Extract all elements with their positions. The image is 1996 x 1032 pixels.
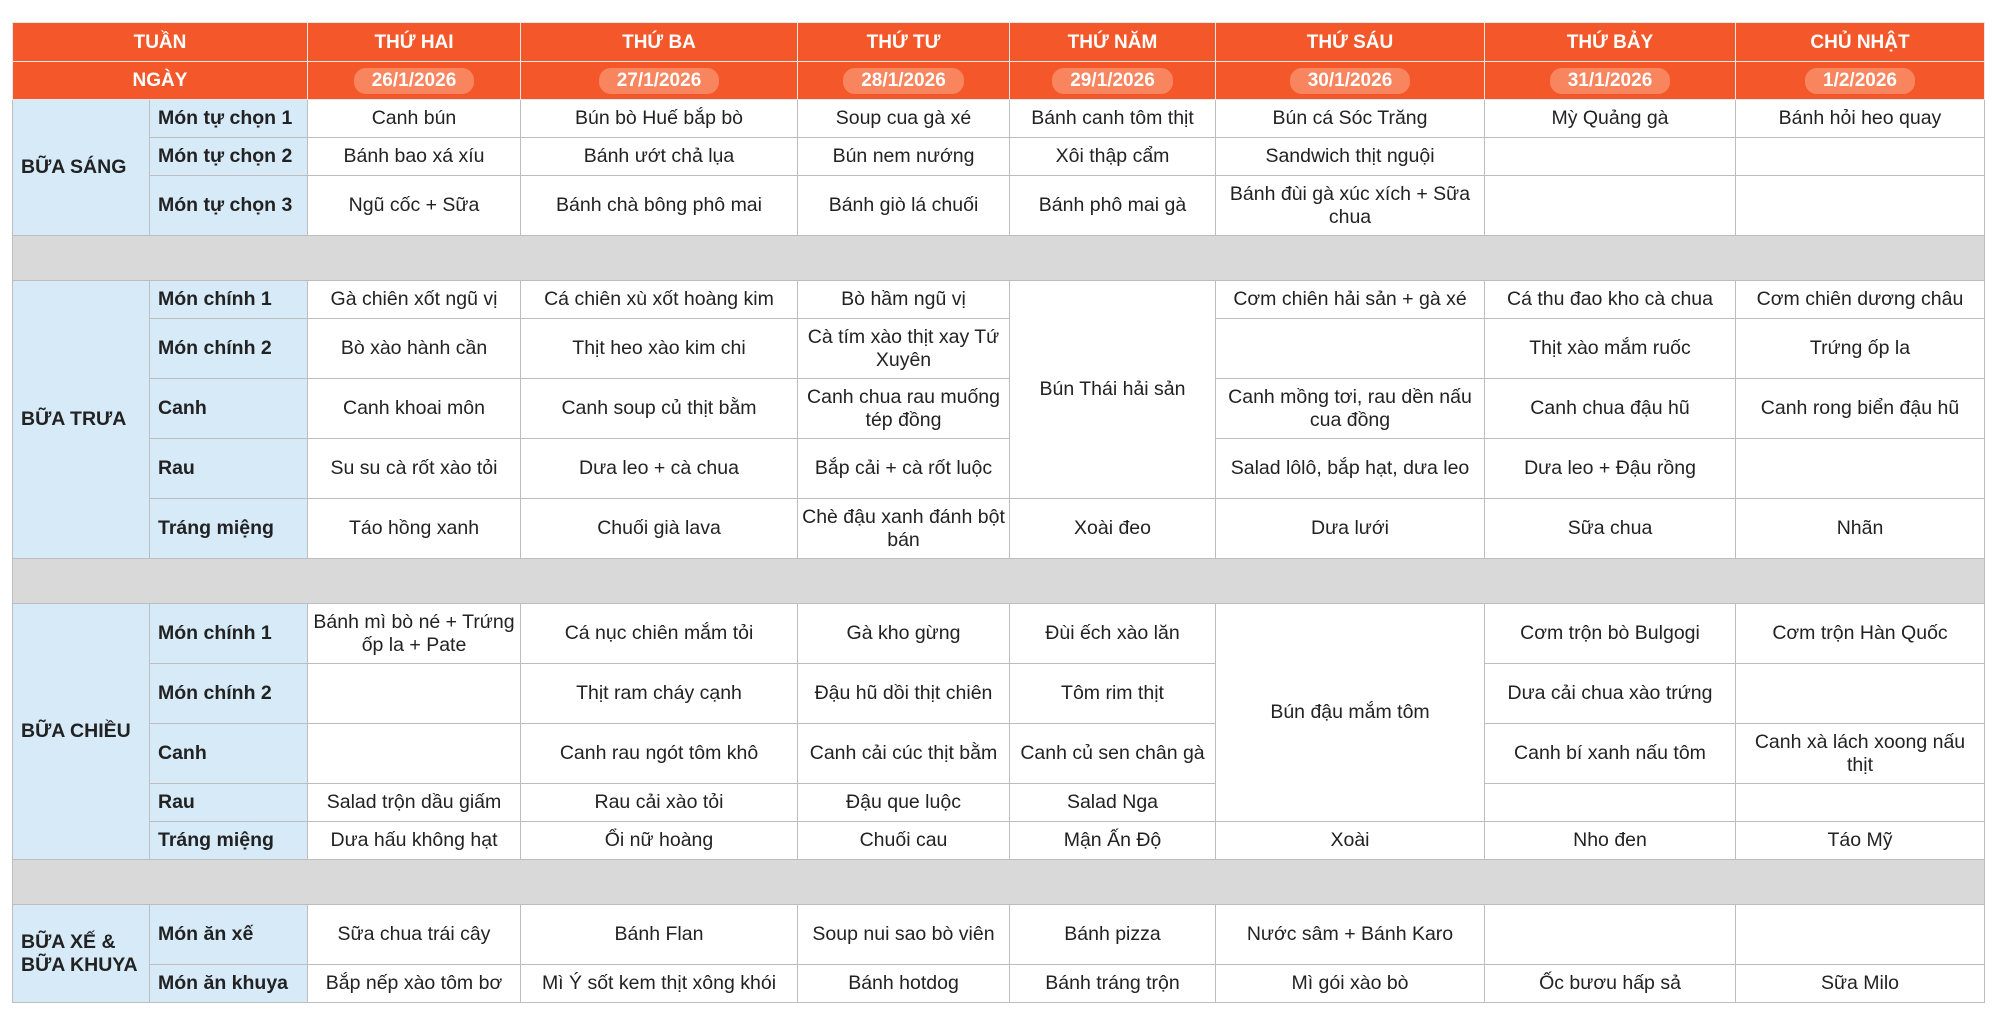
menu-cell-merged: Bún đậu mắm tôm [1216,604,1485,822]
dish-label: Rau [150,439,308,499]
day-header: THỨ HAI [308,23,521,62]
menu-cell [1485,138,1736,176]
menu-cell: Bắp nếp xào tôm bơ [308,965,521,1003]
dish-label: Món chính 2 [150,664,308,724]
menu-cell: Mì Ý sốt kem thịt xông khói [521,965,798,1003]
menu-cell: Dưa cải chua xào trứng [1485,664,1736,724]
menu-cell: Chuối cau [798,822,1010,860]
meal-label-snack [13,905,150,1003]
menu-cell: Gà kho gừng [798,604,1010,664]
menu-cell: Salad lôlô, bắp hạt, dưa leo [1216,439,1485,499]
menu-cell: Mì gói xào bò [1216,965,1485,1003]
menu-cell: Cơm chiên dương châu [1736,281,1985,319]
dinner-row [13,724,1985,784]
dinner-row [13,784,1985,822]
menu-cell: Soup nui sao bò viên [798,905,1010,965]
menu-cell: Bánh đùi gà xúc xích + Sữa chua [1216,176,1485,236]
menu-cell: Xoài đeo [1010,499,1216,559]
menu-cell: Nho đen [1485,822,1736,860]
day-header: THỨ NĂM [1010,23,1216,62]
dish-label: Món ăn khuya [150,965,308,1003]
menu-cell: Bánh Flan [521,905,798,965]
date-pill: 31/1/2026 [1550,68,1671,94]
menu-cell: Mỳ Quảng gà [1485,100,1736,138]
menu-cell: Tôm rim thịt [1010,664,1216,724]
menu-cell: Chuối già lava [521,499,798,559]
dish-label: Món chính 1 [150,604,308,664]
day-header: THỨ SÁU [1216,23,1485,62]
dinner-row [13,664,1985,724]
dish-label: Món chính 2 [150,319,308,379]
menu-cell: Ốc bươu hấp sả [1485,965,1736,1003]
date-pill: 30/1/2026 [1290,68,1411,94]
menu-cell: Salad Nga [1010,784,1216,822]
date-pill: 27/1/2026 [599,68,720,94]
meal-label-snack-line1: BỮA XẾ & [21,930,116,953]
header-row-days [13,23,1985,62]
menu-cell: Bánh hỏi heo quay [1736,100,1985,138]
dish-label: Món chính 1 [150,281,308,319]
menu-cell: Cơm trộn Hàn Quốc [1736,604,1985,664]
menu-cell: Bánh canh tôm thịt [1010,100,1216,138]
lunch-row [13,379,1985,439]
menu-cell: Bánh chà bông phô mai [521,176,798,236]
menu-cell: Sữa chua [1485,499,1736,559]
dish-label: Tráng miệng [150,822,308,860]
menu-cell: Bánh tráng trộn [1010,965,1216,1003]
menu-cell: Cơm trộn bò Bulgogi [1485,604,1736,664]
meal-label-dinner: BỮA CHIỀU [13,604,150,860]
menu-cell: Cá nục chiên mắm tỏi [521,604,798,664]
week-label: TUẦN [13,23,308,62]
dinner-row [13,604,1985,664]
menu-cell: Nhãn [1736,499,1985,559]
dish-label: Món tự chọn 2 [150,138,308,176]
menu-cell: Thịt xào mắm ruốc [1485,319,1736,379]
menu-cell: Táo hồng xanh [308,499,521,559]
date-cell [798,62,1010,100]
menu-cell: Chè đậu xanh đánh bột bán [798,499,1010,559]
menu-cell: Bánh phô mai gà [1010,176,1216,236]
menu-cell [1736,784,1985,822]
menu-cell: Sữa chua trái cây [308,905,521,965]
menu-cell-merged: Bún Thái hải sản [1010,281,1216,499]
menu-cell: Canh bún [308,100,521,138]
section-divider [13,236,1985,281]
menu-cell: Xôi thập cẩm [1010,138,1216,176]
date-cell [521,62,798,100]
date-label: NGÀY [13,62,308,100]
menu-cell: Canh cải cúc thịt bằm [798,724,1010,784]
date-cell [308,62,521,100]
menu-cell: Thịt ram cháy cạnh [521,664,798,724]
menu-cell [308,724,521,784]
date-cell [1010,62,1216,100]
day-header: THỨ TƯ [798,23,1010,62]
menu-cell: Đùi ếch xào lăn [1010,604,1216,664]
lunch-row [13,319,1985,379]
lunch-row [13,439,1985,499]
date-pill: 26/1/2026 [354,68,475,94]
menu-cell [1485,784,1736,822]
breakfast-row [13,176,1985,236]
date-cell [1485,62,1736,100]
menu-cell: Canh khoai môn [308,379,521,439]
menu-cell: Canh rong biển đậu hũ [1736,379,1985,439]
meal-label-breakfast: BỮA SÁNG [13,100,150,236]
menu-cell [1485,176,1736,236]
date-pill: 28/1/2026 [843,68,964,94]
menu-cell: Đậu que luộc [798,784,1010,822]
meal-label-lunch: BỮA TRƯA [13,281,150,559]
header-row-dates [13,62,1985,100]
day-header: CHỦ NHẬT [1736,23,1985,62]
menu-cell: Bắp cải + cà rốt luộc [798,439,1010,499]
lunch-row [13,499,1985,559]
dinner-row [13,822,1985,860]
menu-cell: Canh xà lách xoong nấu thịt [1736,724,1985,784]
menu-cell: Sữa Milo [1736,965,1985,1003]
menu-cell: Canh bí xanh nấu tôm [1485,724,1736,784]
menu-cell: Dưa lưới [1216,499,1485,559]
menu-cell: Ổi nữ hoàng [521,822,798,860]
lunch-row [13,281,1985,319]
menu-cell: Soup cua gà xé [798,100,1010,138]
date-pill: 29/1/2026 [1052,68,1173,94]
menu-cell: Bún cá Sóc Trăng [1216,100,1485,138]
menu-cell: Bún bò Huế bắp bò [521,100,798,138]
menu-cell: Bò xào hành cần [308,319,521,379]
menu-cell: Mận Ấn Độ [1010,822,1216,860]
menu-cell: Cá thu đao kho cà chua [1485,281,1736,319]
menu-cell: Đậu hũ dồi thịt chiên [798,664,1010,724]
menu-cell: Xoài [1216,822,1485,860]
menu-cell [1736,138,1985,176]
menu-cell: Su su cà rốt xào tỏi [308,439,521,499]
menu-cell [1736,439,1985,499]
section-divider [13,860,1985,905]
menu-cell: Gà chiên xốt ngũ vị [308,281,521,319]
date-cell [1736,62,1985,100]
dish-label: Canh [150,379,308,439]
menu-cell [308,664,521,724]
menu-cell: Canh soup củ thịt bằm [521,379,798,439]
dish-label: Món tự chọn 1 [150,100,308,138]
menu-cell: Bún nem nướng [798,138,1010,176]
meal-menu [12,22,1984,1003]
menu-cell [1736,905,1985,965]
menu-cell: Cà tím xào thịt xay Tứ Xuyên [798,319,1010,379]
menu-cell: Bánh bao xá xíu [308,138,521,176]
snack-row [13,905,1985,965]
menu-cell: Bánh ướt chả lụa [521,138,798,176]
menu-cell: Rau cải xào tỏi [521,784,798,822]
menu-cell: Salad trộn dầu giấm [308,784,521,822]
menu-cell: Canh củ sen chân gà [1010,724,1216,784]
menu-cell: Sandwich thịt nguội [1216,138,1485,176]
menu-cell: Trứng ốp la [1736,319,1985,379]
weekly-menu-table [12,22,1985,1003]
menu-cell: Ngũ cốc + Sữa [308,176,521,236]
menu-cell: Canh rau ngót tôm khô [521,724,798,784]
menu-cell: Canh mồng tơi, rau dền nấu cua đồng [1216,379,1485,439]
dish-label: Món tự chọn 3 [150,176,308,236]
menu-cell: Bánh pizza [1010,905,1216,965]
date-cell [1216,62,1485,100]
menu-cell: Táo Mỹ [1736,822,1985,860]
menu-cell: Cá chiên xù xốt hoàng kim [521,281,798,319]
menu-cell: Bánh mì bò né + Trứng ốp la + Pate [308,604,521,664]
snack-row [13,965,1985,1003]
menu-cell: Bò hầm ngũ vị [798,281,1010,319]
menu-cell: Cơm chiên hải sản + gà xé [1216,281,1485,319]
dish-label: Tráng miệng [150,499,308,559]
divider-cell [13,236,1985,281]
breakfast-row [13,100,1985,138]
breakfast-row [13,138,1985,176]
meal-label-snack-line2: BỮA KHUYA [21,953,138,976]
menu-cell: Bánh hotdog [798,965,1010,1003]
menu-cell [1485,905,1736,965]
menu-cell: Canh chua đậu hũ [1485,379,1736,439]
menu-cell: Dưa leo + cà chua [521,439,798,499]
menu-cell [1736,176,1985,236]
menu-cell: Bánh giò lá chuối [798,176,1010,236]
menu-cell [1736,664,1985,724]
day-header: THỨ BA [521,23,798,62]
menu-cell [1216,319,1485,379]
menu-cell: Dưa leo + Đậu rồng [1485,439,1736,499]
section-divider [13,559,1985,604]
menu-cell: Thịt heo xào kim chi [521,319,798,379]
dish-label: Canh [150,724,308,784]
dish-label: Món ăn xế [150,905,308,965]
menu-cell: Canh chua rau muống tép đồng [798,379,1010,439]
divider-cell [13,559,1985,604]
dish-label: Rau [150,784,308,822]
menu-cell: Dưa hấu không hạt [308,822,521,860]
menu-cell: Nước sâm + Bánh Karo [1216,905,1485,965]
day-header: THỨ BẢY [1485,23,1736,62]
divider-cell [13,860,1985,905]
date-pill: 1/2/2026 [1805,68,1915,94]
